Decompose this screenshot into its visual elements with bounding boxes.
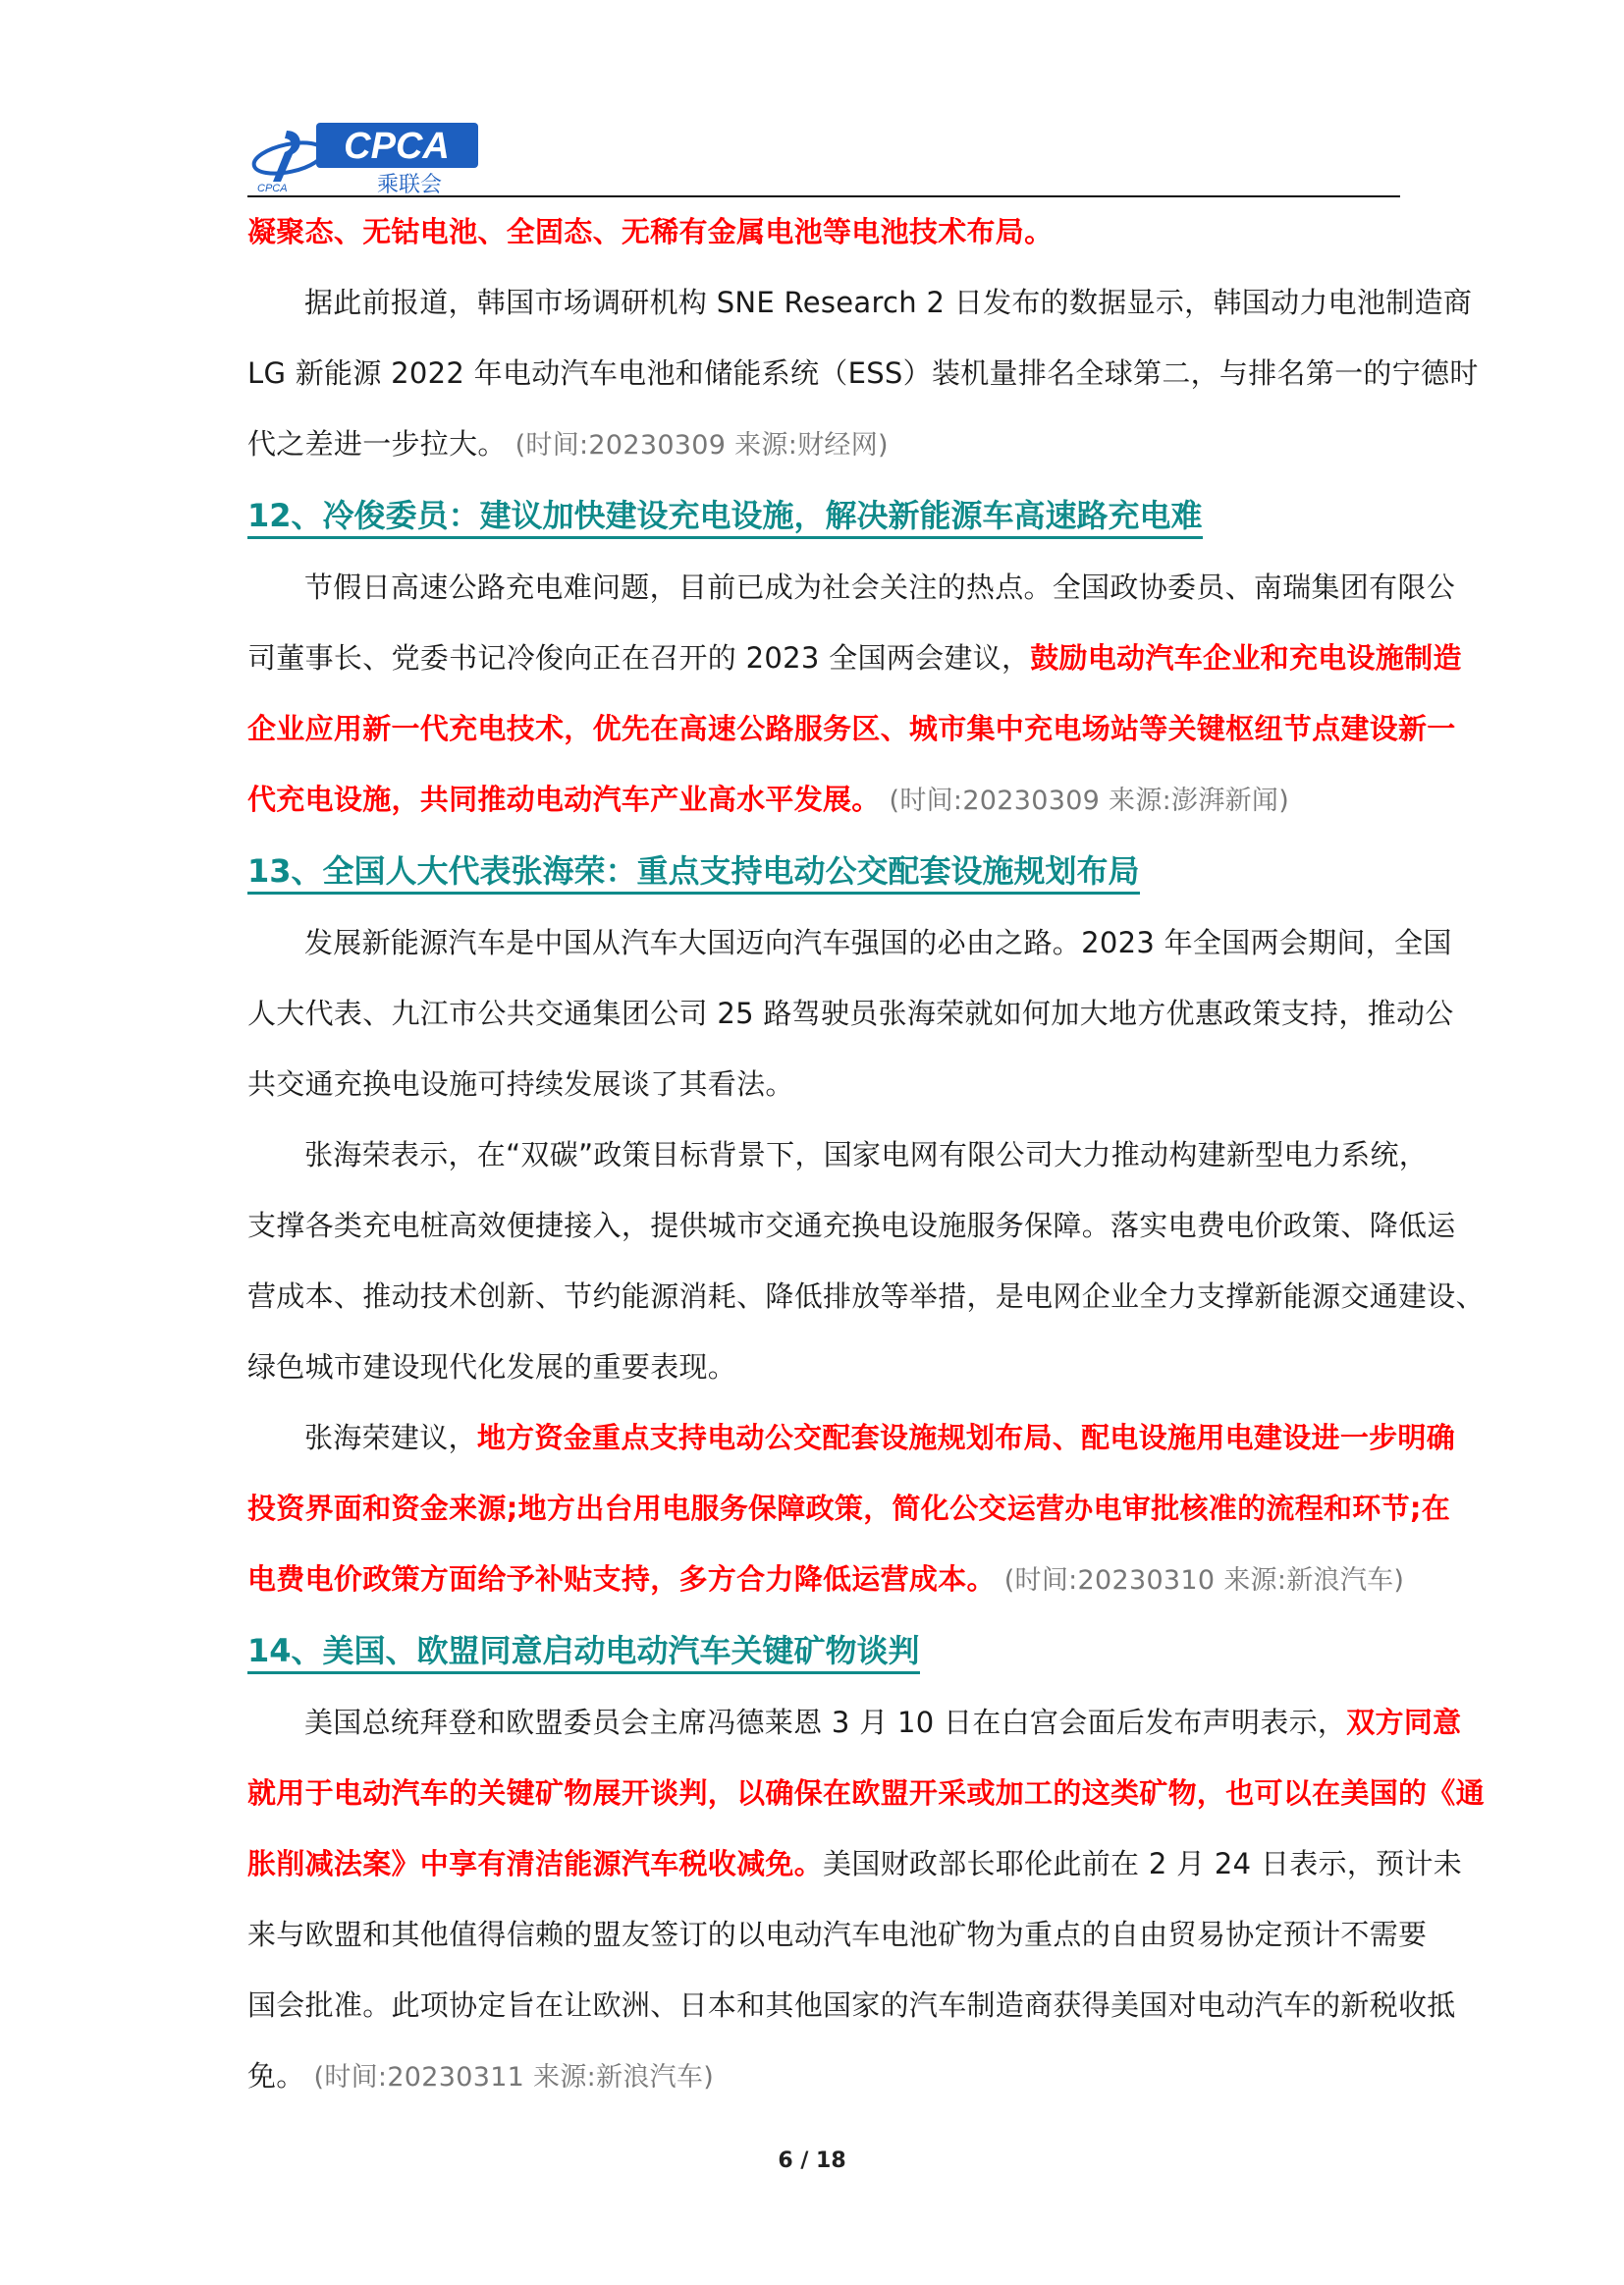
text-line — [247, 1332, 1396, 1402]
body-text: 营成本、推动技术创新、节约能源消耗、降低排放等举措，是电网企业全力支撑新能源交通建设、 — [247, 1279, 1485, 1313]
highlight-text: 就用于电动汽车的关键矿物展开谈判，以确保在欧盟开采或加工的这类矿物，也可以在美国的《通 — [247, 1776, 1485, 1810]
body-text: 人大代表、九江市公共交通集团公司 25 路驾驶员张海荣就如何加大地方优惠政策支持，推动公 — [247, 997, 1454, 1030]
highlight-text: 投资界面和资金来源;地方出台用电服务保障政策，简化公交运营办电审批核准的流程和环节;在 — [247, 1492, 1451, 1525]
text-line — [247, 196, 1396, 267]
text-line — [247, 1970, 1456, 2040]
text-line — [247, 552, 1456, 623]
section-heading-text: 14、美国、欧盟同意启动电动汽车关键矿物谈判 — [247, 1632, 920, 1674]
body-text: 国会批准。此项协定旨在让欧洲、日本和其他国家的汽车制造商获得美国对电动汽车的新税收抵 — [247, 1988, 1456, 2022]
text-line — [247, 693, 1456, 764]
highlight-text: 电费电价政策方面给予补贴支持，多方合力降低运营成本。 — [247, 1562, 996, 1596]
logo-text: CPCA — [344, 126, 450, 167]
highlight-text: 代充电设施，共同推动电动汽车产业高水平发展。 — [247, 783, 881, 816]
logo-mark: CPCA — [257, 183, 288, 194]
text-line — [247, 1049, 1396, 1119]
section-heading — [247, 1614, 1396, 1687]
body-text: 绿色城市建设现代化发展的重要表现。 — [247, 1350, 737, 1384]
page-header — [247, 113, 1400, 197]
highlight-text: 企业应用新一代充电技术，优先在高速公路服务区、城市集中充电场站等关键枢纽节点建设新一 — [247, 712, 1456, 745]
section-heading-text: 12、冷俊委员：建议加快建设充电设施，解决新能源车高速路充电难 — [247, 497, 1203, 539]
text-line — [247, 1402, 1456, 1473]
text-line — [247, 1544, 1405, 1614]
body-text: LG 新能源 2022 年电动汽车电池和储能系统（ESS）装机量排名全球第二，与排名第一的宁德时 — [247, 356, 1479, 390]
body-text: 支撑各类充电桩高效便捷接入，提供城市交通充换电设施服务保障。落实电费电价政策、降低运 — [247, 1209, 1456, 1242]
body-text: 节假日高速公路充电难问题，目前已成为社会关注的热点。全国政协委员、南瑞集团有限公 — [304, 571, 1456, 604]
text-line — [247, 1190, 1456, 1261]
source-meta: (时间:20230311 来源:新浪汽车) — [304, 2062, 715, 2093]
cpca-logo — [247, 113, 483, 195]
text-line — [247, 1828, 1463, 1899]
source-meta: (时间:20230310 来源:新浪汽车) — [995, 1565, 1405, 1596]
text-line — [247, 1119, 1429, 1190]
section-heading — [247, 835, 1396, 907]
body-text: 张海荣表示，在“双碳”政策目标背景下，国家电网有限公司大力推动构建新型电力系统， — [304, 1138, 1429, 1171]
text-line — [247, 1261, 1485, 1332]
body-text: 代之差进一步拉大。 — [247, 427, 507, 461]
text-line — [247, 1687, 1462, 1758]
text-line — [247, 907, 1452, 978]
text-line — [247, 338, 1479, 408]
highlight-text: 胀削减法案》中享有清洁能源汽车税收减免。 — [247, 1847, 824, 1880]
body-text: 美国财政部长耶伦此前在 2 月 24 日表示，预计未 — [823, 1847, 1463, 1880]
source-meta: (时间:20230309 来源:财经网) — [506, 430, 889, 461]
text-line — [247, 1473, 1451, 1544]
body-text: 张海荣建议， — [304, 1421, 477, 1454]
source-meta: (时间:20230309 来源:澎湃新闻) — [880, 786, 1290, 816]
section-heading-text: 13、全国人大代表张海荣：重点支持电动公交配套设施规划布局 — [247, 852, 1140, 895]
body-text: 据此前报道，韩国市场调研机构 SNE Research 2 日发布的数据显示，韩国动力电池制造商 — [304, 286, 1473, 319]
text-line — [247, 1899, 1428, 1970]
text-line — [247, 978, 1454, 1049]
body-text: 美国总统拜登和欧盟委员会主席冯德莱恩 3 月 10 日在白宫会面后发布声明表示， — [304, 1706, 1347, 1739]
text-line — [247, 2040, 1396, 2111]
body-text: 发展新能源汽车是中国从汽车大国迈向汽车强国的必由之路。2023 年全国两会期间，全国 — [304, 926, 1452, 959]
logo-subtext: 乘联会 — [376, 173, 443, 197]
body-text: 共交通充换电设施可持续发展谈了其看法。 — [247, 1067, 794, 1101]
highlight-text: 地方资金重点支持电动公交配套设施规划布局、配电设施用电建设进一步明确 — [476, 1421, 1456, 1454]
page-number: 6 / 18 — [778, 2149, 846, 2173]
highlight-text: 鼓励电动汽车企业和充电设施制造 — [1030, 641, 1462, 675]
body-text: 司董事长、党委书记冷俊向正在召开的 2023 全国两会建议， — [247, 641, 1031, 675]
body-text: 来与欧盟和其他值得信赖的盟友签订的以电动汽车电池矿物为重点的自由贸易协定预计不需要 — [247, 1918, 1428, 1951]
text-line — [247, 408, 1396, 479]
section-heading — [247, 479, 1396, 552]
text-line — [247, 623, 1462, 693]
body-text: 免。 — [247, 2059, 305, 2093]
highlight-text: 双方同意 — [1346, 1706, 1462, 1739]
text-line — [247, 764, 1396, 835]
article-body — [247, 196, 1485, 2111]
text-line — [247, 1758, 1485, 1828]
text-line — [247, 267, 1473, 338]
highlight-text: 凝聚态、无钴电池、全固态、无稀有金属电池等电池技术布局。 — [247, 215, 1054, 248]
